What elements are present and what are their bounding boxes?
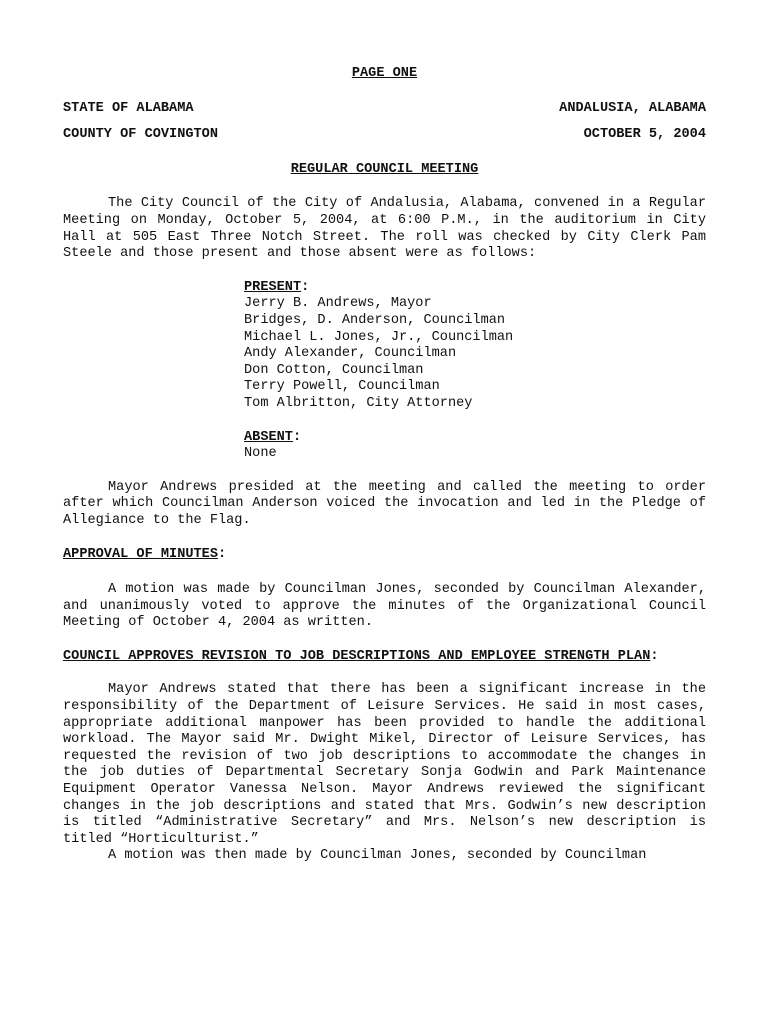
intro-paragraph: The City Council of the City of Andalusia, Alabama, convened in a Regular Meeting on Monday, October 5, 2004, at 6:00 P.M., in the auditorium in City Hall at 505 East Three Notch Street. The roll was checked by City Clerk Pam Steele and those present and those absent were as follows:: [63, 196, 706, 262]
document-body: [63, 66, 706, 865]
meeting-title: REGULAR COUNCIL MEETING: [290, 161, 479, 177]
county-label: COUNTY OF COVINGTON: [63, 127, 218, 143]
date-label: OCTOBER 5, 2004: [583, 127, 706, 143]
absent-member: None: [244, 446, 277, 462]
attendee-name: Tom Albritton, City Attorney: [244, 395, 473, 411]
absent-list: [244, 430, 706, 463]
attendee-name: Michael L. Jones, Jr., Councilman: [244, 329, 514, 345]
attendee-name: Andy Alexander, Councilman: [244, 346, 457, 362]
attendee-name: Don Cotton, Councilman: [244, 362, 424, 378]
attendee-name: Jerry B. Andrews, Mayor: [244, 296, 432, 312]
absent-heading: ABSENT:: [244, 429, 302, 445]
attendee-name: Terry Powell, Councilman: [244, 379, 440, 395]
job-descriptions-paragraph: Mayor Andrews stated that there has been a significant increase in the responsibility of the Department of Leisure Services. He said in most cases, appropriate additional manpower has been provided to handle the additional workload. The Mayor said Mr. Dwight Mikel, Director of Leisure Services, has requested the revision of two job descriptions to accommodate the changes in the job duties of Departmental Secretary Sonja Godwin and Park Maintenance Equipment Operator Vanessa Nelson. Mayor Andrews reviewed the significant changes in the job descriptions and stated that Mrs. Godwin’s new description is titled “Administrative Secretary” and Mrs. Nelson’s new description is titled “Horticulturist.”: [63, 682, 706, 847]
motion-paragraph: A motion was then made by Councilman Jones, seconded by Councilman: [108, 848, 647, 864]
city-label: ANDALUSIA, ALABAMA: [559, 100, 706, 116]
attendee-name: Bridges, D. Anderson, Councilman: [244, 312, 506, 328]
minutes-paragraph: A motion was made by Councilman Jones, seconded by Councilman Alexander, and unanimously voted to approve the minutes of the Organizational Council Meeting of October 4, 2004 as written.: [63, 582, 706, 631]
state-label: STATE OF ALABAMA: [63, 100, 194, 116]
present-heading: PRESENT:: [244, 279, 310, 295]
present-list: [244, 280, 706, 413]
page-label: PAGE ONE: [351, 66, 418, 81]
opening-paragraph: Mayor Andrews presided at the meeting and called the meeting to order after which Councilman Anderson voiced the invocation and led in the Pledge of Allegiance to the Flag.: [63, 479, 706, 528]
section-heading-minutes: APPROVAL OF MINUTES:: [63, 547, 227, 563]
header-row-2: [63, 127, 706, 144]
section-heading-job-descriptions: COUNCIL APPROVES REVISION TO JOB DESCRIPTIONS AND EMPLOYEE STRENGTH PLAN:: [63, 648, 659, 664]
header-row-1: [63, 101, 706, 118]
